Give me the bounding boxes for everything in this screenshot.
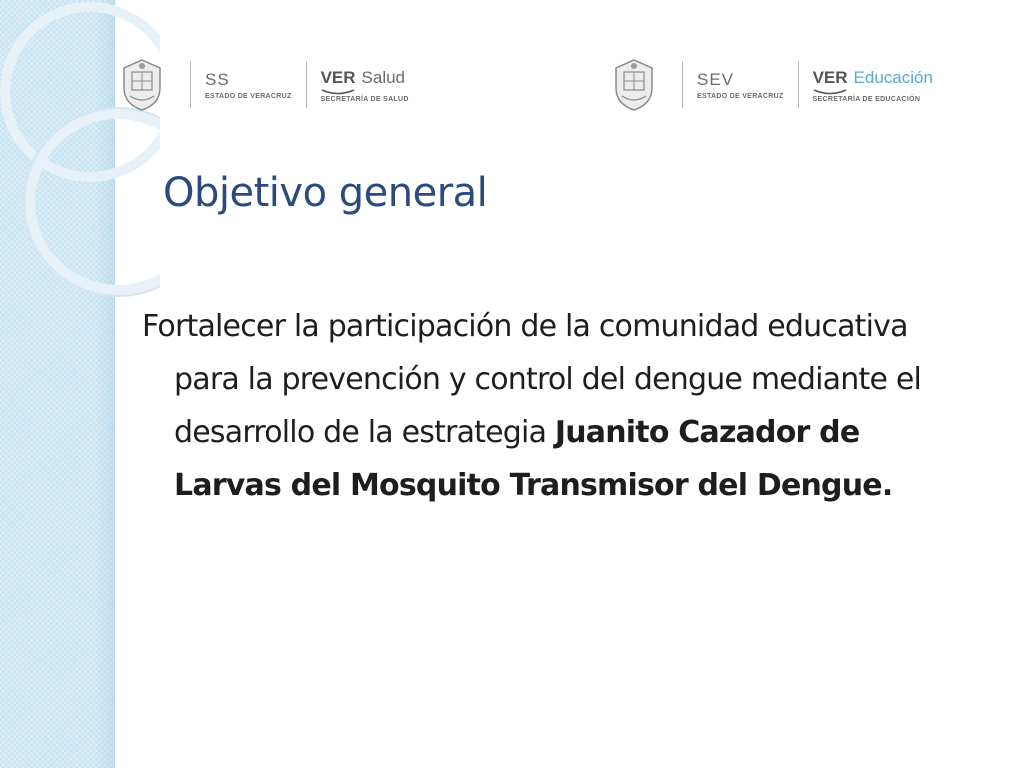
strategy-name: Juanito Cazador de Larvas del Mosquito Transmisor del Dengue. bbox=[174, 415, 893, 503]
decor-ring-lower-shadow bbox=[24, 108, 160, 296]
state-seal-icon bbox=[120, 58, 164, 112]
ver-educacion-logo bbox=[813, 68, 933, 103]
ver-salud-logo bbox=[321, 68, 409, 103]
org-code-ss: SS bbox=[205, 70, 230, 89]
org-code-sev: SEV bbox=[697, 70, 735, 89]
secretariat-educacion: Educación bbox=[853, 67, 933, 87]
logo-divider bbox=[798, 62, 799, 108]
state-seal-icon bbox=[612, 58, 656, 112]
logo-divider bbox=[306, 62, 307, 108]
objective-text: Fortalecer la participación de la comunidad educativa para la prevención y control del dengue mediante el desarrollo de la estrategia bbox=[142, 309, 922, 450]
logo-ss-ver-salud bbox=[120, 55, 409, 115]
org-sev bbox=[697, 70, 784, 100]
logo-divider bbox=[190, 62, 191, 108]
objective-paragraph bbox=[142, 300, 962, 512]
ver-smile-icon bbox=[321, 89, 355, 95]
ver-smile-icon bbox=[813, 89, 847, 95]
ver-label: VER bbox=[812, 67, 848, 87]
slide-body bbox=[142, 300, 962, 512]
secretariat-sub-educacion: SECRETARÍA DE EDUCACIÓN bbox=[812, 95, 921, 103]
decor-ring-lower bbox=[30, 114, 160, 290]
ver-label: VER bbox=[320, 67, 356, 87]
org-ss bbox=[205, 70, 292, 100]
secretariat-sub-salud: SECRETARÍA DE SALUD bbox=[320, 95, 409, 103]
logo-sev-ver-educacion bbox=[612, 55, 933, 115]
org-sub-ss: ESTADO DE VERACRUZ bbox=[205, 93, 292, 100]
org-sub-sev: ESTADO DE VERACRUZ bbox=[697, 93, 784, 100]
logo-divider bbox=[682, 62, 683, 108]
decorative-rings bbox=[0, 0, 160, 330]
slide-title: Objetivo general bbox=[163, 170, 488, 216]
secretariat-salud: Salud bbox=[361, 67, 406, 87]
